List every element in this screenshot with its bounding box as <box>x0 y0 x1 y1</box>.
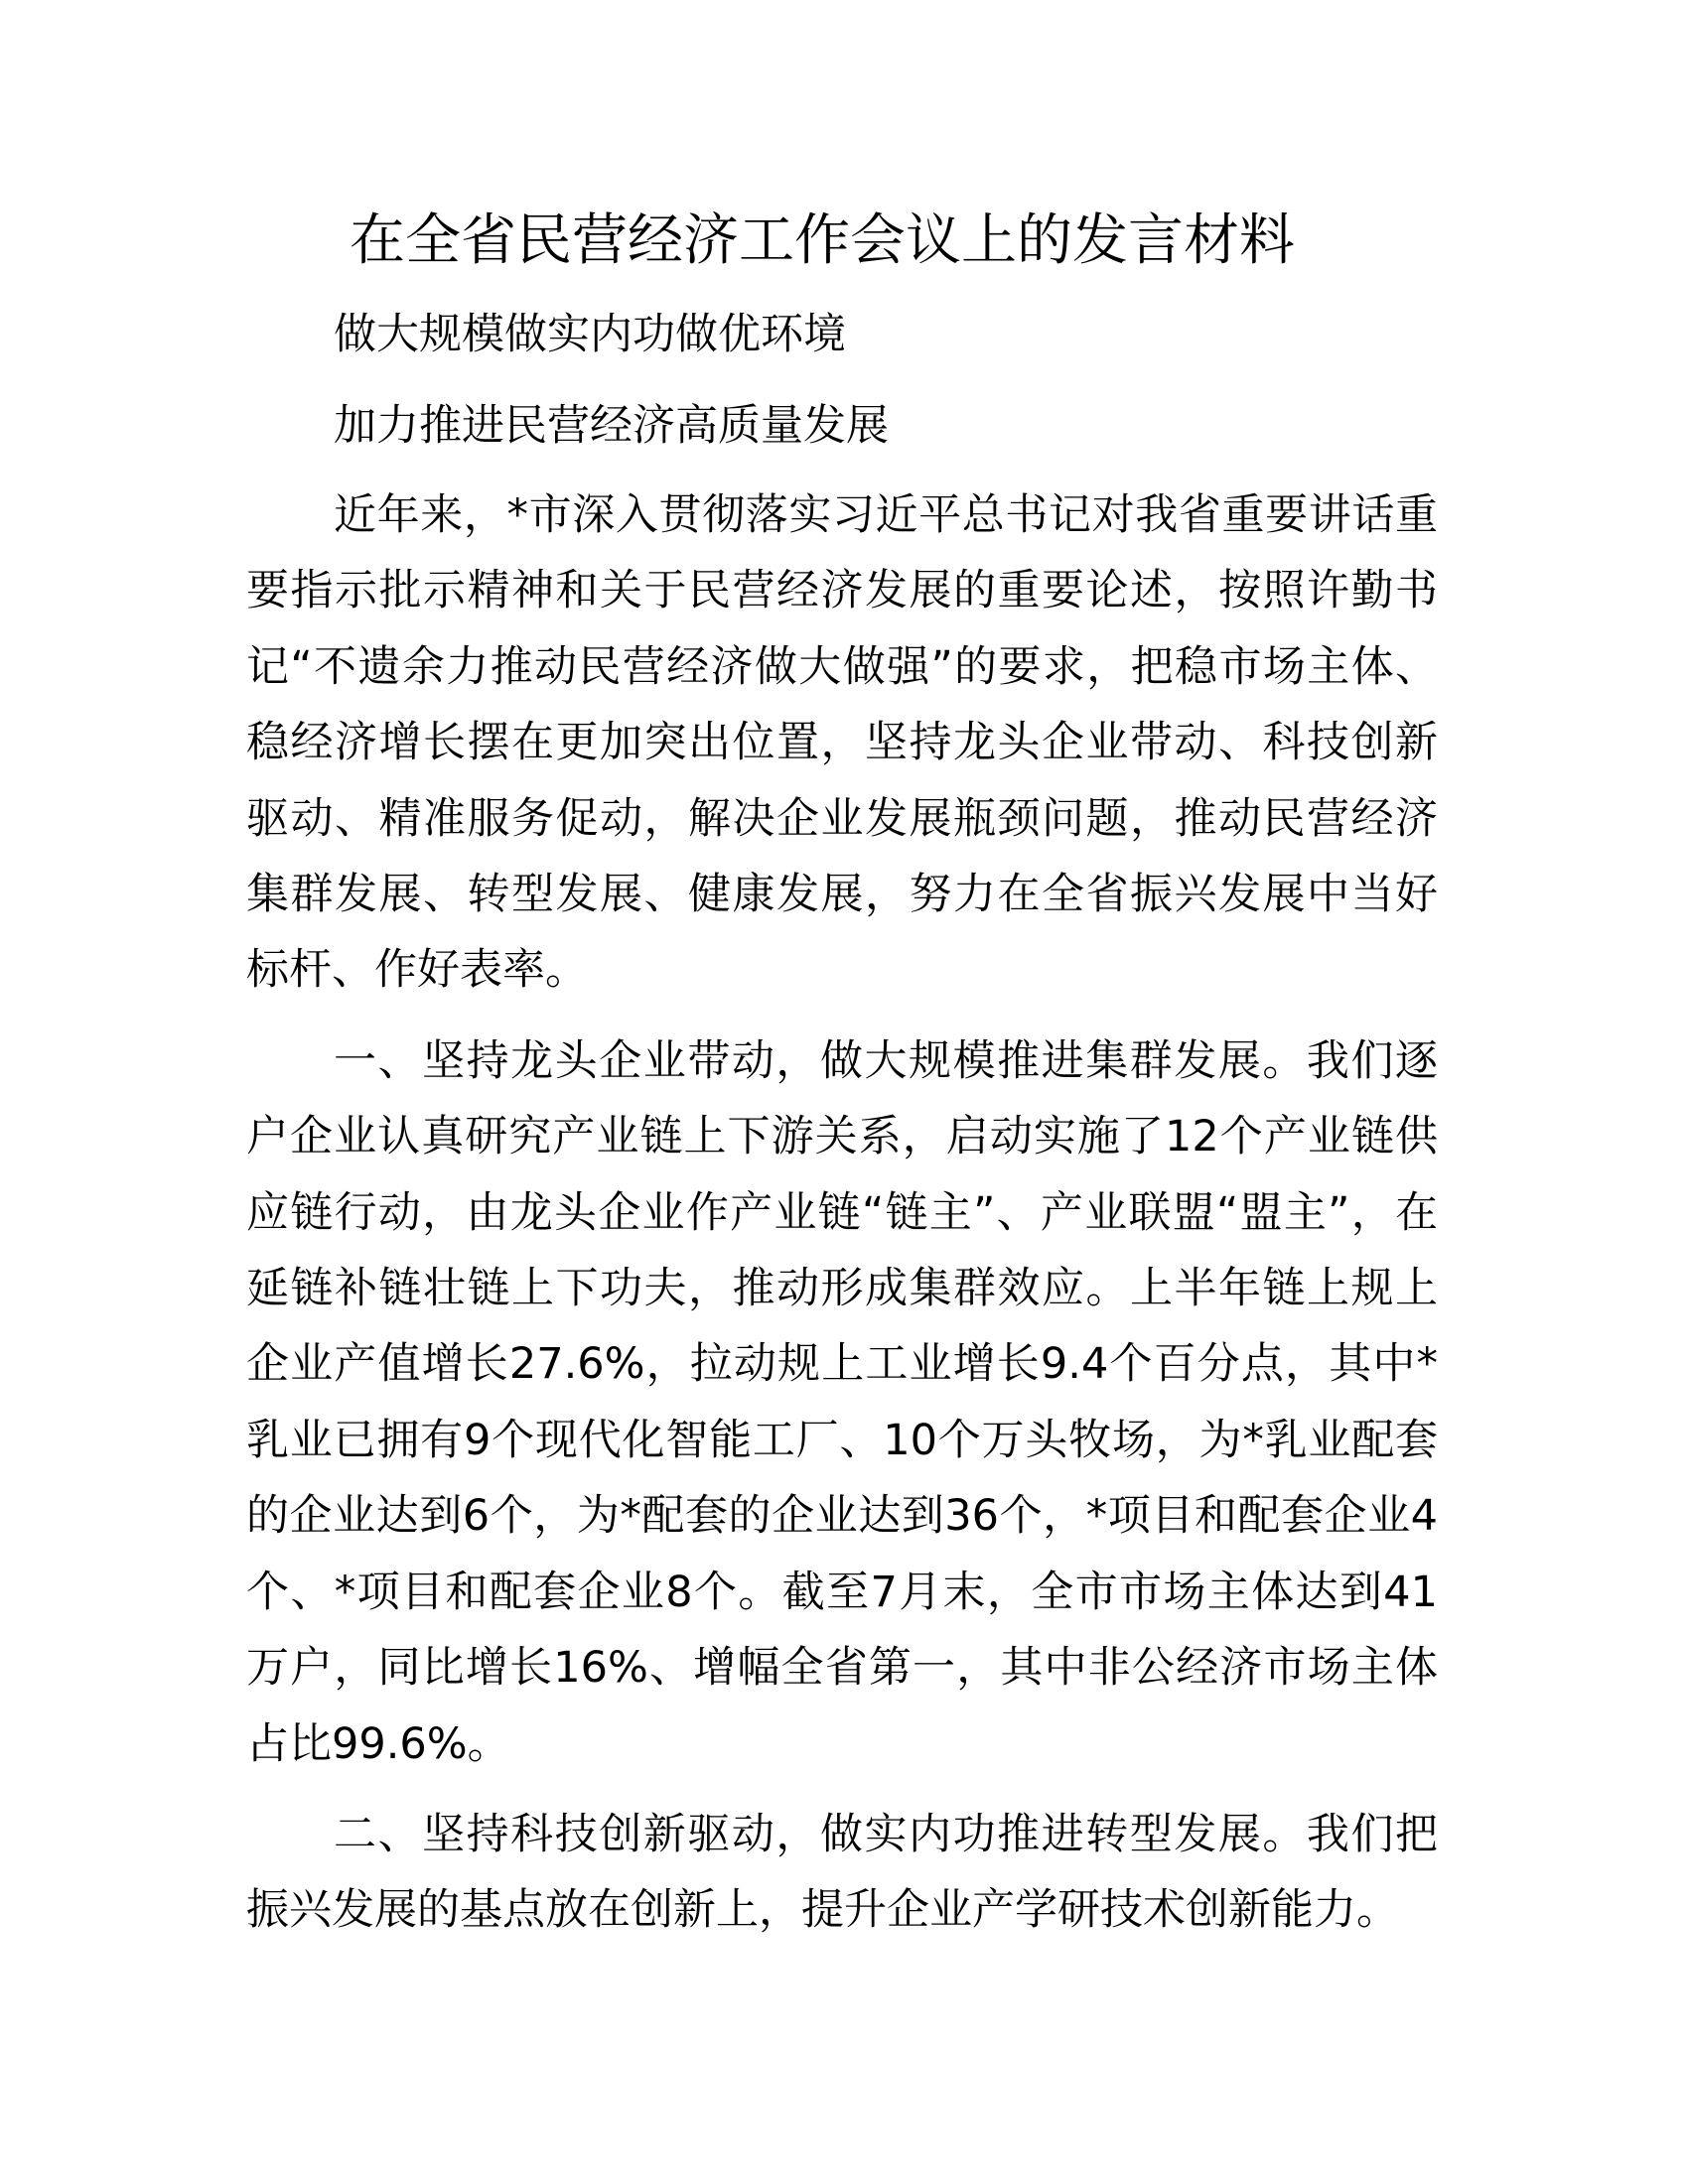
intro-paragraph: 近年来，*市深入贯彻落实习近平总书记对我省重要讲话重要指示批示精神和关于民营经济发展的重要论述，按照许勤书记“不遗余力推动民营经济做大做强”的要求，把稳市场主体、稳经济增长摆在更加突出位置，坚持龙头企业带动、科技创新驱动、精准服务促动，解决企业发展瓶颈问题，推动民营经济集群发展、转型发展、健康发展，努力在全省振兴发展中当好标杆、作好表率。 <box>246 490 1438 996</box>
subtitle-line-1: 做大规模做实内功做优环境 <box>334 310 846 359</box>
section-two-paragraph: 二、坚持科技创新驱动，做实内功推进转型发展。我们把振兴发展的基点放在创新上，提升企业产学研技术创新能力。 <box>246 1809 1438 1936</box>
subtitle-line-2: 加力推进民营经济高质量发展 <box>334 401 889 451</box>
document-body <box>246 194 1438 1949</box>
section-one-paragraph: 一、坚持龙头企业带动，做大规模推进集群发展。我们逐户企业认真研究产业链上下游关系，启动实施了12个产业链供应链行动，由龙头企业作产业链“链主”、产业联盟“盟主”，在延链补链壮链上下功夫，推动形成集群效应。上半年链上规上企业产值增长27.6%，拉动规上工业增长9.4个百分点，其中*乳业已拥有9个现代化智能工厂、10个万头牧场，为*乳业配套的企业达到6个，为*配套的企业达到36个，*项目和配套企业4个、*项目和配套企业8个。截至7月末，全市市场主体达到41万户，同比增长16%、增幅全省第一，其中非公经济市场主体占比99.6%。 <box>246 1035 1438 1769</box>
document-title: 在全省民营经济工作会议上的发言材料 <box>350 208 1295 273</box>
